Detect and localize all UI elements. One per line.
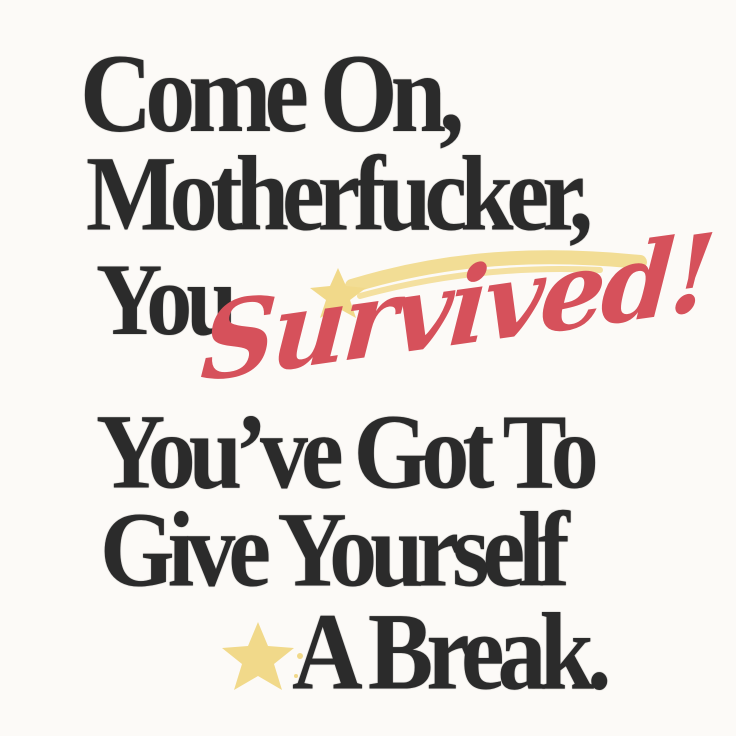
headline-line-2: Motherfucker, (86, 133, 586, 254)
headline-line-1: Come On, (80, 31, 458, 156)
headline-line-5: Give Yourself (100, 489, 563, 610)
script-survived: Survived! (197, 209, 716, 407)
headline-line-4: You’ve Got To (96, 391, 592, 512)
headline-line-3: You (96, 242, 232, 357)
headline-line-6: A Break. (292, 592, 605, 714)
